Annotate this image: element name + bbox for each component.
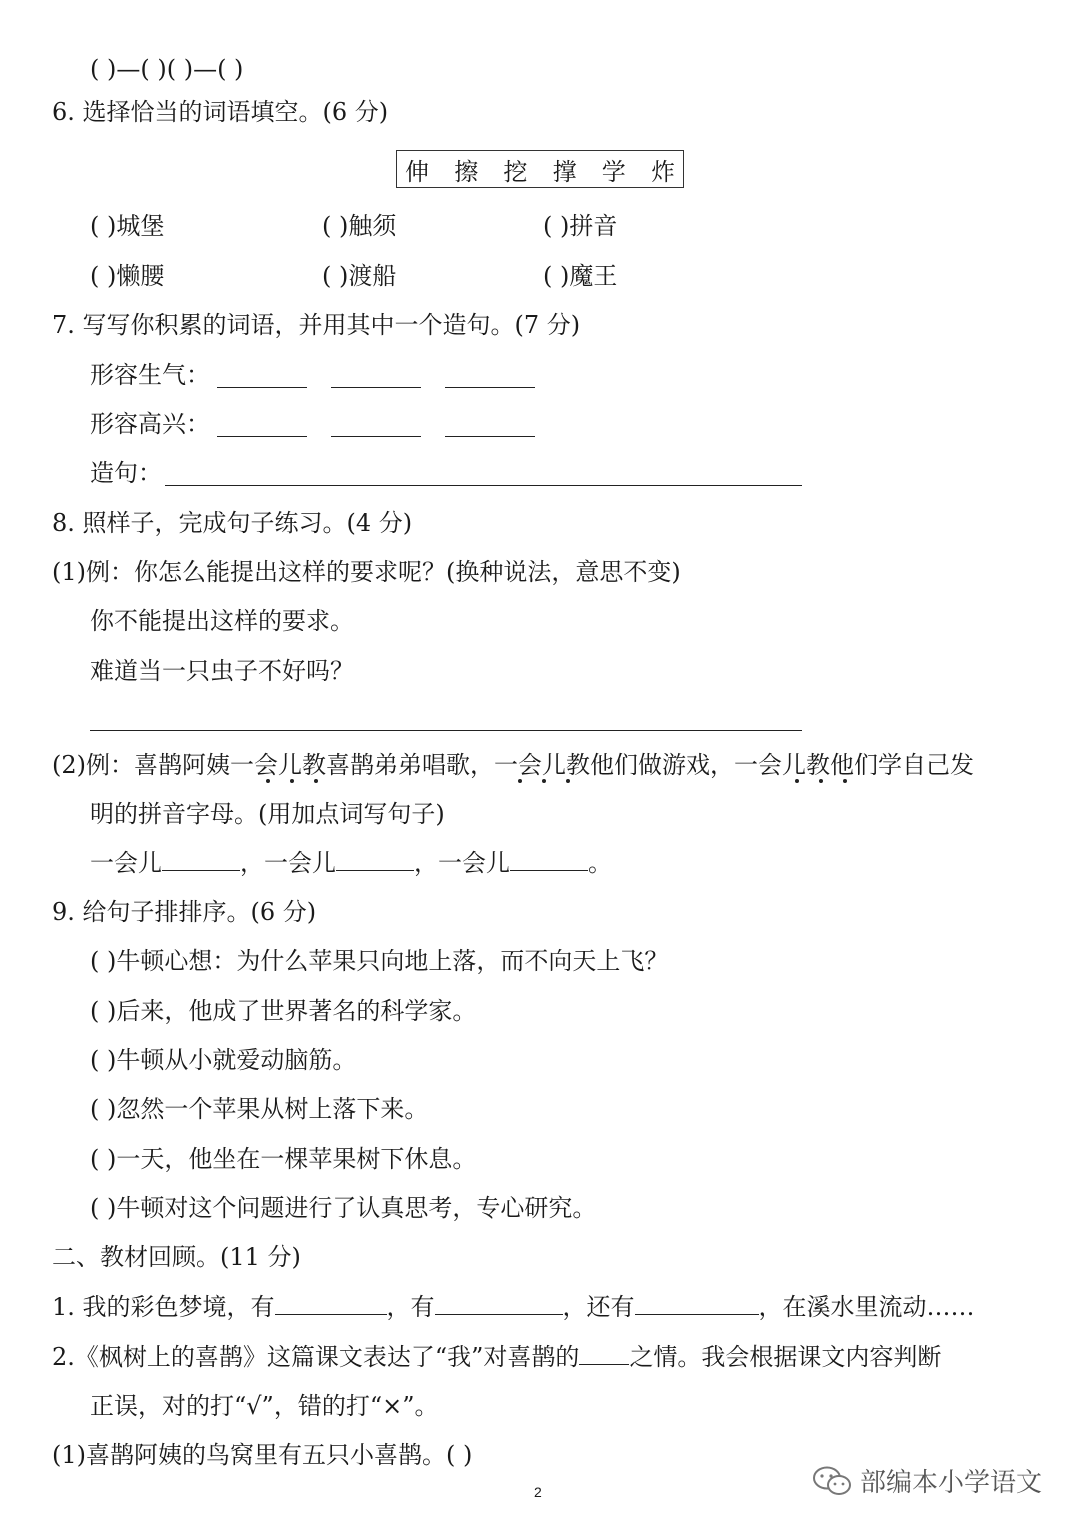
watermark — [812, 1462, 1042, 1499]
fill-word: 一会儿 — [90, 849, 162, 877]
q8-p2-blank-3[interactable] — [510, 848, 588, 871]
emphasis-dot — [314, 779, 318, 783]
q7-angry-blank-2[interactable] — [331, 387, 421, 388]
q8-p1-answer: 你不能提出这样的要求。 — [90, 607, 354, 635]
word-4: 撑 — [552, 157, 577, 186]
q8-p2-example-line2: 明的拼音字母。(用加点词写句子) — [90, 800, 445, 828]
s2-q1-text: 1. 我的彩色梦境，有 — [52, 1293, 275, 1321]
q8-p2-fill — [90, 848, 612, 878]
s2-q1-blank-3[interactable] — [635, 1292, 759, 1315]
emphasis-dot — [518, 779, 522, 783]
q9-item-1[interactable]: ( )牛顿心想：为什么苹果只向地上落，而不向天上飞？ — [90, 947, 669, 975]
emphasis-dot — [566, 779, 570, 783]
q6-fill-4[interactable]: ( )懒腰 — [90, 262, 165, 290]
fill-word: 一会儿 — [264, 849, 336, 877]
emphasis-dot — [266, 779, 270, 783]
watermark-text: 部编本小学语文 — [860, 1468, 1043, 1498]
q8-p1-example: (1)例：你怎么能提出这样的要求呢？(换种说法，意思不变) — [52, 558, 681, 586]
q7-happy-label: 形容高兴： — [90, 410, 210, 438]
fill-word: 一会儿 — [438, 849, 510, 877]
wechat-icon — [812, 1465, 852, 1497]
q5-answer-brackets: ( )—( )( )—( ) — [90, 55, 244, 83]
q8-title: 8. 照样子，完成句子练习。(4 分) — [52, 509, 413, 537]
emphasis-dot — [542, 779, 546, 783]
q6-word-box — [396, 150, 684, 188]
s2-q1-blank-1[interactable] — [275, 1292, 387, 1315]
s2-q2-text: 2.《枫树上的喜鹊》这篇课文表达了“我”对喜鹊的 — [52, 1343, 580, 1371]
emphasis-dot — [795, 779, 799, 783]
q6-fill-5[interactable]: ( )渡船 — [322, 262, 397, 290]
s2-q2 — [52, 1342, 941, 1372]
q8-p2-blank-2[interactable] — [336, 848, 414, 871]
q9-title: 9. 给句子排排序。(6 分) — [52, 898, 317, 926]
comma: ， — [414, 849, 438, 877]
q8-p2-blank-1[interactable] — [162, 848, 240, 871]
page-number: 2 — [534, 1484, 542, 1500]
s2-q1-text: ，有 — [386, 1293, 435, 1321]
q7-happy-blank-2[interactable] — [331, 436, 421, 437]
q9-item-4[interactable]: ( )忽然一个苹果从树上落下来。 — [90, 1095, 429, 1123]
q6-fill-6[interactable]: ( )魔王 — [543, 262, 618, 290]
section2-title: 二、教材回顾。(11 分) — [52, 1243, 301, 1271]
q8-p1-answer-line[interactable] — [90, 730, 802, 731]
word-6: 炸 — [650, 157, 675, 186]
q7-sentence-line[interactable] — [165, 485, 802, 486]
word-2: 擦 — [454, 157, 479, 186]
q8-p2-example-line1: (2)例：喜鹊阿姨一会儿教喜鹊弟弟唱歌，一会儿教他们做游戏，一会儿教他们学自己发 — [52, 751, 974, 779]
q9-item-5[interactable]: ( )一天，他坐在一棵苹果树下休息。 — [90, 1145, 477, 1173]
s2-q2-line2: 正误，对的打“√”，错的打“×”。 — [90, 1392, 439, 1420]
s2-q2-text: 之情。我会根据课文内容判断 — [629, 1343, 942, 1371]
s2-q1 — [52, 1292, 975, 1322]
q6-fill-2[interactable]: ( )触须 — [322, 212, 397, 240]
comma: ， — [240, 849, 264, 877]
q9-item-6[interactable]: ( )牛顿对这个问题进行了认真思考，专心研究。 — [90, 1194, 597, 1222]
s2-q2-item-1[interactable]: (1)喜鹊阿姨的鸟窝里有五只小喜鹊。( ) — [52, 1441, 473, 1469]
word-1: 伸 — [405, 157, 429, 186]
q7-angry-label: 形容生气： — [90, 361, 210, 389]
q9-item-2[interactable]: ( )后来，他成了世界著名的科学家。 — [90, 997, 477, 1025]
q7-title: 7. 写写你积累的词语，并用其中一个造句。(7 分) — [52, 311, 581, 339]
emphasis-dot — [290, 779, 294, 783]
word-3: 挖 — [503, 157, 528, 186]
q6-fill-3[interactable]: ( )拼音 — [543, 212, 618, 240]
s2-q1-text: ，还有 — [562, 1293, 635, 1321]
s2-q1-blank-2[interactable] — [435, 1292, 563, 1315]
word-5: 学 — [601, 157, 626, 186]
q7-angry-blank-1[interactable] — [217, 387, 307, 388]
emphasis-dot — [843, 779, 847, 783]
s2-q1-text: ，在溪水里流动…… — [758, 1293, 975, 1321]
period: 。 — [588, 849, 612, 877]
q7-angry-blank-3[interactable] — [445, 387, 535, 388]
emphasis-dot — [819, 779, 823, 783]
q6-title: 6. 选择恰当的词语填空。(6 分) — [52, 98, 389, 126]
q6-fill-1[interactable]: ( )城堡 — [90, 212, 165, 240]
s2-q2-blank[interactable] — [579, 1342, 629, 1365]
q9-item-3[interactable]: ( )牛顿从小就爱动脑筋。 — [90, 1046, 357, 1074]
q7-sentence-label: 造句： — [90, 459, 162, 487]
q7-happy-blank-1[interactable] — [217, 436, 307, 437]
q8-p1-question: 难道当一只虫子不好吗？ — [90, 657, 354, 685]
q7-happy-blank-3[interactable] — [445, 436, 535, 437]
